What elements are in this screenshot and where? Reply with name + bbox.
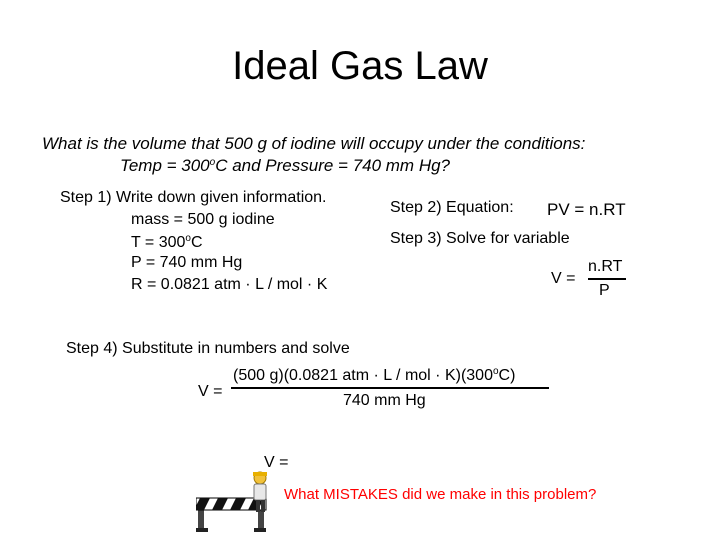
step4-fraction-bar [231,387,549,389]
result-label: V = [264,454,289,471]
question-rest: C and Pressure = 740 mm Hg? [215,156,451,175]
question-line-2 [120,156,450,176]
step1-r-constant: R = 0.0821 atm · L / mol · K [131,276,328,293]
step1-temp-unit: C [190,234,203,251]
slide-title: Ideal Gas Law [232,44,488,88]
step4-lhs: V = [198,383,223,400]
question-temp-value: Temp = 300 [120,156,210,175]
step4-numerator-text: (500 g)(0.0821 atm · L / mol · K)(300 [233,367,493,384]
step1-pressure: P = 740 mm Hg [131,254,243,271]
step4-numerator-end: C) [498,367,516,384]
step1-degree-sup: o [185,233,191,244]
step1-temp-value: T = 300 [131,234,186,251]
step4-numerator [233,367,515,385]
step2-equation: PV = n.RT [547,200,626,219]
step3-denominator: P [599,282,610,299]
step3-lhs: V = [551,270,576,287]
step4-label: Step 4) Substitute in numbers and solve [66,340,350,357]
step4-degree-sup: o [492,366,499,377]
step4-denominator: 740 mm Hg [343,392,426,409]
step2-label: Step 2) Equation: [390,199,514,216]
question-line-1: What is the volume that 500 g of iodine will occupy under the conditions: [42,134,586,153]
mistakes-callout: What MISTAKES did we make in this problem? [284,486,597,503]
question-degree-sup: o [209,157,216,168]
step1-mass: mass = 500 g iodine [131,211,275,228]
construction-barrier-icon [196,470,276,532]
step1-temp [131,234,203,252]
step3-numerator: n.RT [588,258,623,275]
step1-heading: Step 1) Write down given information. [60,189,327,206]
step3-label: Step 3) Solve for variable [390,230,570,247]
step3-fraction-bar [588,278,626,280]
